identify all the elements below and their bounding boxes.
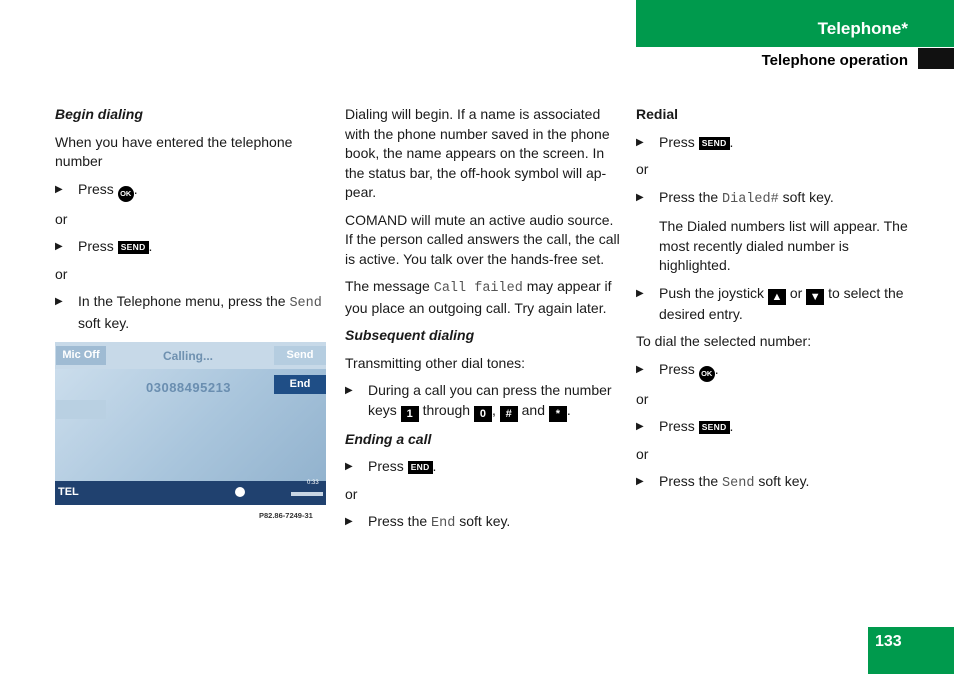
step-joystick: ▶ Push the joystick ▲ or ▼ to select the desired entry. [636,284,904,322]
signal-icon [291,492,323,496]
arrow-icon: ▶ [55,183,63,195]
step-dialed-soft-key: ▶ Press the Dialed# soft key. [636,188,834,207]
comand-screen-image [55,342,326,505]
arrow-icon: ▶ [345,385,353,396]
heading-redial: Redial [636,106,679,122]
column-2 [345,105,620,542]
step-send-soft-key: ▶ Press the Send soft key. [636,473,810,491]
step-press-send: ▶ Press SEND . [55,237,330,257]
call-failed-message: Call failed [433,281,523,296]
key-star-icon: * [549,406,567,422]
or-text: or [636,390,649,407]
arrow-icon: ▶ [345,461,353,472]
call-timer: 0:33 [307,480,319,486]
step-press-ok-2: ▶ Press OK . [636,360,916,382]
send-key-icon: SEND [699,421,730,434]
paragraph-dialing: Dialing will begin. If a name is associated with the phone number saved in the phone book, the name appears on the screen. In the status bar, the off-hook symbol will ap-pear. [345,106,610,200]
dialed-number: 03088495213 [146,380,232,395]
image-reference: P82.86-7249-31 [259,511,313,520]
key-hash-icon: # [500,406,518,422]
arrow-icon: ▶ [636,136,644,148]
send-key-icon: SEND [699,137,730,150]
send-soft-key-label: Send [722,476,755,491]
paragraph-transmit: Transmitting other dial tones: [345,354,526,371]
end-soft-key: End [274,375,326,394]
handset-soft-key [56,400,106,419]
section-title: Telephone* [817,19,908,38]
status-bar [55,481,326,505]
or-text: or [55,265,68,282]
send-soft-key-label: Send [289,296,322,311]
disc-icon [235,487,245,497]
tel-label: TEL [58,486,79,498]
heading-begin-dialing: Begin dialing [55,106,143,122]
or-text: or [345,485,358,502]
paragraph-call-failed: The message Call failed may appear if you place an outgoing call. Try again later. [345,278,612,316]
dialed-soft-key-label: Dialed# [722,191,779,207]
step-redial-send: ▶ Press SEND . [636,133,916,153]
end-key-icon: END [408,461,433,474]
mic-off-soft-key: Mic Off [56,346,106,365]
ok-key-icon: OK [118,186,134,202]
or-text: or [636,445,649,462]
send-soft-key: Send [274,346,326,365]
joystick-up-icon: ▲ [768,289,786,305]
arrow-icon: ▶ [636,191,644,203]
send-key-icon: SEND [118,241,149,254]
arrow-icon: ▶ [55,241,63,252]
arrow-icon: ▶ [636,421,644,432]
page-number: 133 [875,633,902,650]
heading-ending-call: Ending a call [345,430,432,447]
paragraph-mute: COMAND will mute an active audio source. If the person called answers the call, the call is active. You talk over the hands-free set. [345,211,620,267]
paragraph-intro: When you have entered the telephone number [55,133,293,169]
or-text: or [55,210,68,227]
paragraph-dialed-list: The Dialed numbers list will appear. The most recently dialed number is highlighted. [659,218,908,273]
end-soft-key-label: End [431,516,456,531]
or-text: or [636,161,649,177]
arrow-icon: ▶ [636,476,644,487]
section-subtitle: Telephone operation [761,52,908,69]
arrow-icon: ▶ [636,363,644,375]
joystick-down-icon: ▼ [806,289,824,305]
heading-subsequent-dialing: Subsequent dialing [345,327,475,343]
step-end-soft-key: ▶ Press the End soft key. [345,513,511,531]
paragraph-dial-selected: To dial the selected number: [636,333,812,349]
column-3 [636,105,916,502]
arrow-icon: ▶ [636,287,644,299]
step-press-end: ▶ Press END . [345,457,620,477]
step-number-keys: ▶ During a call you can press the number keys 1 through 0 , # and * . [345,382,612,420]
column-1 [55,105,330,341]
step-menu-send: ▶ In the Telephone menu, press the Send soft key. [55,293,322,331]
ok-key-icon: OK [699,366,715,382]
step-press-send-2: ▶ Press SEND . [636,417,916,437]
key-0-icon: 0 [474,406,492,422]
calling-status: Calling... [163,349,214,363]
arrow-icon: ▶ [55,296,63,307]
arrow-icon: ▶ [345,516,353,527]
subtitle-marker [918,48,954,69]
step-press-ok: ▶ Press OK . [55,180,330,202]
key-1-icon: 1 [401,406,419,422]
